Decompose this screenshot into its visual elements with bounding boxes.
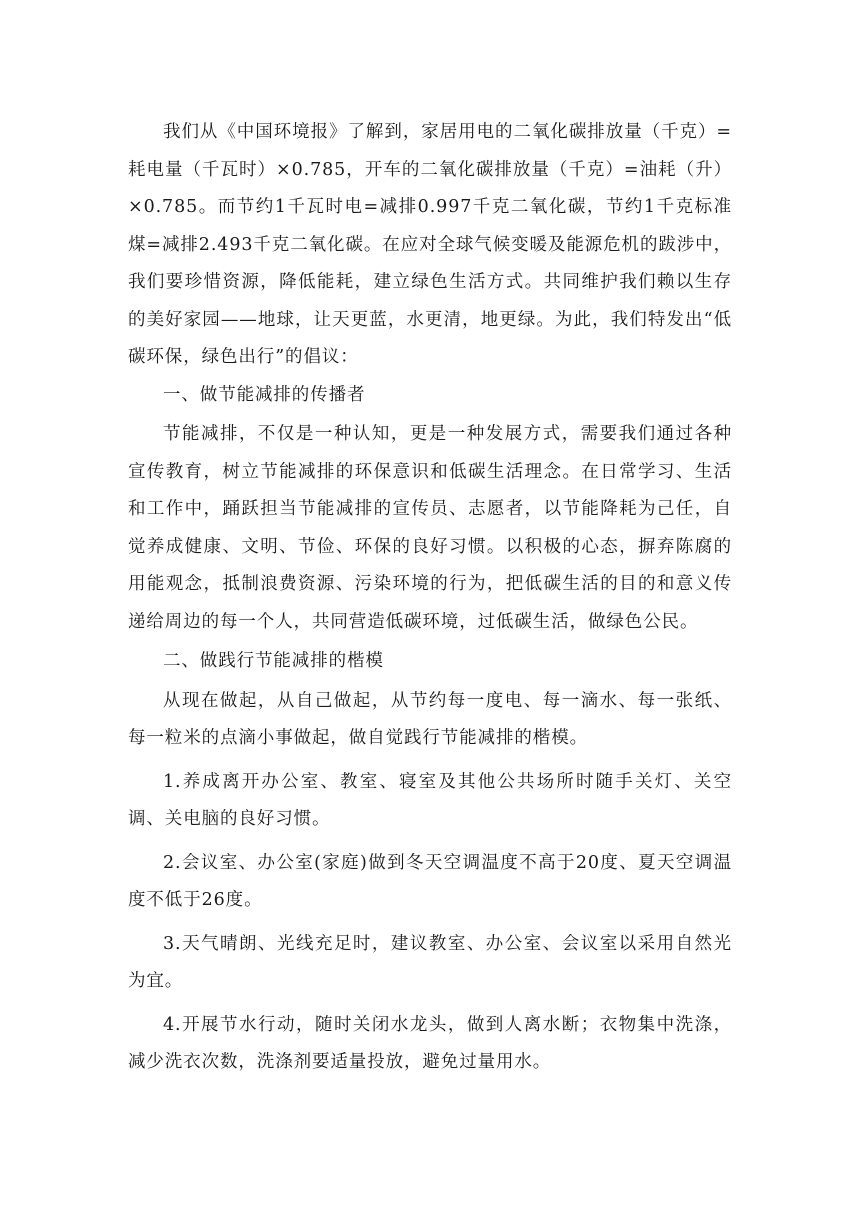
document-page (128, 114, 732, 1082)
intro-paragraph: 我们从《中国环境报》了解到，家居用电的二氧化碳排放量（千克）=耗电量（千瓦时）×0.785，开车的二氧化碳排放量（千克）=油耗（升）×0.785。而节约1千瓦时电=减排0.997千克二氧化碳，节约1千克标准煤=减排2.493千克二氧化碳。在应对全球气候变暖及能源危机的跋涉中，我们要珍惜资源，降低能耗，建立绿色生活方式。共同维护我们赖以生存的美好家园——地球，让天更蓝，水更清，地更绿。为此，我们特发出“低碳环保，绿色出行”的倡议： (128, 122, 732, 367)
list-item-3: 3.天气晴朗、光线充足时，建议教室、办公室、会议室以采用自然光为宜。 (128, 933, 732, 991)
section-2-heading: 二、做践行节能减排的楷模 (163, 651, 384, 671)
list-item-2: 2.会议室、办公室(家庭)做到冬天空调温度不高于20度、夏天空调温度不低于26度。 (128, 852, 732, 910)
section-1-heading: 一、做节能减排的传播者 (163, 384, 366, 405)
section-1-paragraph: 节能减排，不仅是一种认知，更是一种发展方式，需要我们通过各种宣传教育，树立节能减排的环保意识和低碳生活理念。在日常学习、生活和工作中，踊跃担当节能减排的宣传员、志愿者，以节能降耗为己任，自觉养成健康、文明、节俭、环保的良好习惯。以积极的心态，摒弃陈腐的用能观念，抵制浪费资源、污染环境的行为，把低碳生活的目的和意义传递给周边的每一个人，共同营造低碳环境，过低碳生活，做绿色公民。 (128, 424, 732, 632)
list-item-4: 4.开展节水行动，随时关闭水龙头，做到人离水断；衣物集中洗涤，减少洗衣次数，洗涤剂要适量投放，避免过量用水。 (128, 1014, 732, 1072)
list-item-1: 1.养成离开办公室、教室、寝室及其他公共场所时随手关灯、关空调、关电脑的良好习惯。 (128, 771, 732, 829)
section-2-paragraph: 从现在做起，从自己做起，从节约每一度电、每一滴水、每一张纸、每一粒米的点滴小事做起，做自觉践行节能减排的楷模。 (128, 690, 732, 748)
